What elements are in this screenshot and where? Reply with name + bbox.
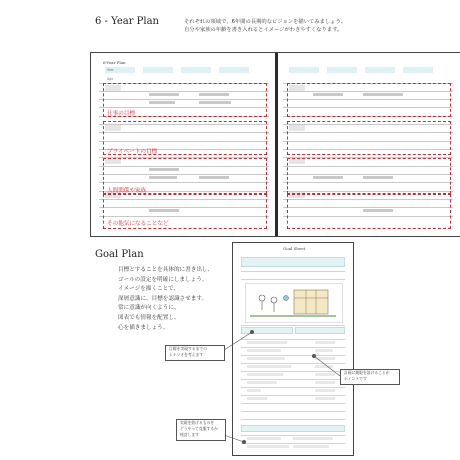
spread-title: 6-Year Plan: [103, 60, 126, 65]
section-label-private: プライベートの目標: [107, 149, 158, 155]
callout-deadline: 計画に期限を設けることが ポイントです: [340, 369, 400, 385]
goal-plan-title: Goal Plan: [95, 249, 144, 260]
section-label-other: その他気になることなど: [107, 221, 169, 227]
goal-plan-description: 目標とすることを具体的に書き出し、 ゴールの設定を明確にしましょう。 イメージを描くことで、 深層意識に、目標を認識させます。 常に意識が向くように、 図表でも情報を配置し、 心を描きましょう。: [118, 267, 214, 331]
callout-obstacles: 実現を妨げるものを どうやって克服するか 検討します: [176, 419, 226, 441]
section-label-relations: 人間関係や家族: [107, 188, 147, 194]
year-label: Year: [107, 68, 114, 72]
age-label: Age: [107, 77, 114, 81]
planner-title: Goal Sheet: [283, 246, 306, 251]
section-label-work: 仕事の目標: [107, 111, 135, 117]
six-year-plan-description: それぞれの領域で、6年間の長期的なビジョンを描いてみましょう。 自分や家族の年齢を書き入れるとイメージがわきやすくなります。: [184, 19, 347, 34]
six-year-plan-title: 6 - Year Plan: [95, 16, 159, 27]
callout-scenario: 目標を実現するまでの シナリオを考えます: [165, 345, 225, 361]
